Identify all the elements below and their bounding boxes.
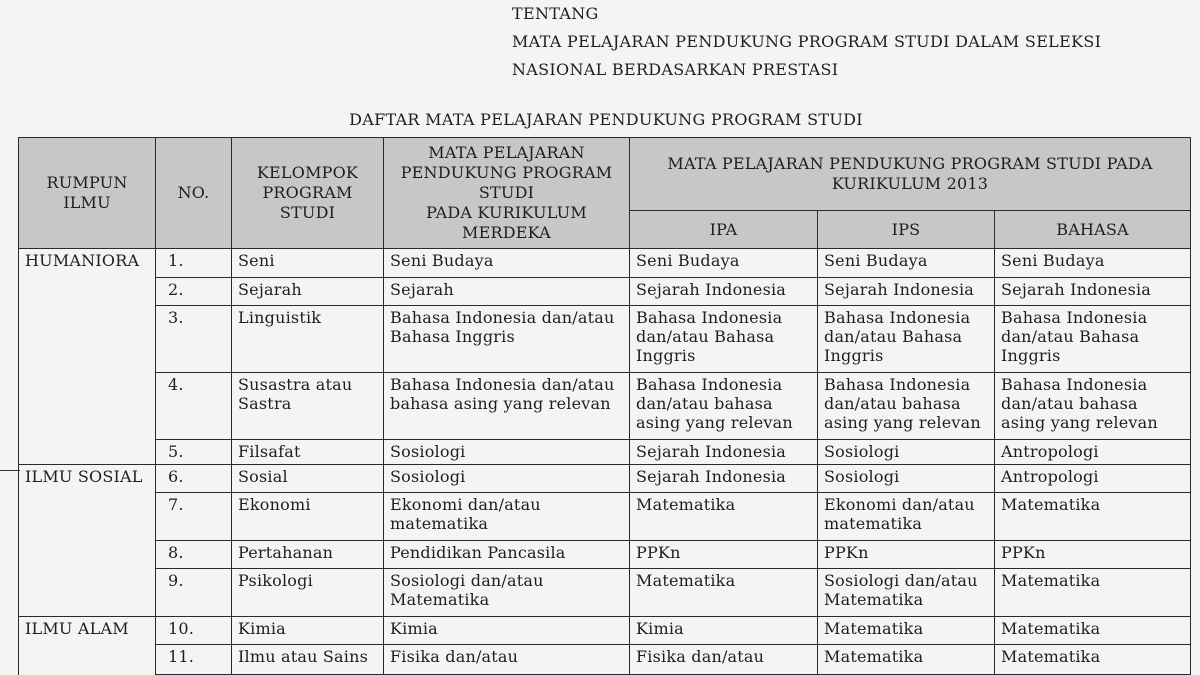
bahasa-cell: Matematika [995,493,1191,541]
table-row [19,373,1191,440]
ips-cell: Bahasa Indonesia dan/atau bahasa asing yang relevan [818,373,995,440]
ipa-cell: Matematika [630,493,818,541]
header-merdeka-line-2: PADA KURIKULUM MERDEKA [426,203,587,242]
table-row [19,249,1191,278]
no-cell: 10. [156,617,232,645]
ipa-cell: Bahasa Indonesia dan/atau bahasa asing yang relevan [630,373,818,440]
bahasa-cell: PPKn [995,541,1191,569]
ipa-cell: Matematika [630,569,818,617]
no-cell: 3. [156,306,232,373]
rumpun-cell: HUMANIORA [19,249,156,278]
header-kurikulum-merdeka [384,138,630,249]
table-row [19,440,1191,465]
ips-cell: Bahasa Indonesia dan/atau Bahasa Inggris [818,306,995,373]
header-rumpun-ilmu: RUMPUN ILMU [19,138,156,249]
merdeka-cell: Ekonomi dan/atau matematika [384,493,630,541]
rumpun-cell [19,541,156,569]
ips-cell: Sejarah Indonesia [818,278,995,306]
merdeka-cell: Sosiologi [384,465,630,493]
merdeka-cell: Kimia [384,617,630,645]
kelompok-cell: Susastra atau Sastra [232,373,384,440]
header-bahasa: BAHASA [995,211,1191,249]
heading-line-1: TENTANG [512,4,599,23]
merdeka-cell: Seni Budaya [384,249,630,278]
ipa-cell: Kimia [630,617,818,645]
ipa-cell: PPKn [630,541,818,569]
kelompok-cell: Ekonomi [232,493,384,541]
table-row [19,645,1191,675]
merdeka-cell: Sosiologi dan/atau Matematika [384,569,630,617]
rumpun-cell [19,493,156,541]
no-cell: 11. [156,645,232,675]
table-row [19,278,1191,306]
header-merdeka-line-1: MATA PELAJARAN PENDUKUNG PROGRAM STUDI [400,143,613,202]
rumpun-cell [19,373,156,440]
header-no: NO. [156,138,232,249]
header-kurikulum-2013: MATA PELAJARAN PENDUKUNG PROGRAM STUDI PADA KURIKULUM 2013 [630,138,1191,211]
scan-artifact-line [0,470,20,471]
no-cell: 1. [156,249,232,278]
no-cell: 5. [156,440,232,465]
ips-cell: Matematika [818,617,995,645]
rumpun-cell [19,278,156,306]
kelompok-cell: Sejarah [232,278,384,306]
bahasa-cell: Bahasa Indonesia dan/atau Bahasa Inggris [995,306,1191,373]
table-row [19,617,1191,645]
table-row [19,465,1191,493]
bahasa-cell: Matematika [995,645,1191,675]
table-title: DAFTAR MATA PELAJARAN PENDUKUNG PROGRAM STUDI [349,110,863,129]
ipa-cell: Seni Budaya [630,249,818,278]
merdeka-cell: Sosiologi [384,440,630,465]
bahasa-cell: Antropologi [995,465,1191,493]
bahasa-cell: Matematika [995,617,1191,645]
rumpun-cell: ILMU SOSIAL [19,465,156,493]
ips-cell: Sosiologi [818,465,995,493]
kelompok-cell: Linguistik [232,306,384,373]
bahasa-cell: Sejarah Indonesia [995,278,1191,306]
heading-line-3: NASIONAL BERDASARKAN PRESTASI [512,60,839,79]
no-cell: 9. [156,569,232,617]
merdeka-cell: Bahasa Indonesia dan/atau Bahasa Inggris [384,306,630,373]
ips-cell: Seni Budaya [818,249,995,278]
ips-cell: Sosiologi [818,440,995,465]
table-row [19,306,1191,373]
header-ips: IPS [818,211,995,249]
no-cell: 6. [156,465,232,493]
rumpun-cell [19,306,156,373]
kelompok-cell: Filsafat [232,440,384,465]
kelompok-cell: Psikologi [232,569,384,617]
table-row [19,541,1191,569]
document-heading [512,0,1101,84]
ipa-cell: Bahasa Indonesia dan/atau Bahasa Inggris [630,306,818,373]
no-cell: 8. [156,541,232,569]
subject-table [18,137,1191,675]
table-row [19,569,1191,617]
kelompok-cell: Sosial [232,465,384,493]
bahasa-cell: Matematika [995,569,1191,617]
kelompok-cell: Kimia [232,617,384,645]
header-kelompok: KELOMPOK PROGRAM STUDI [232,138,384,249]
header-ipa: IPA [630,211,818,249]
no-cell: 4. [156,373,232,440]
kelompok-cell: Pertahanan [232,541,384,569]
rumpun-cell: ILMU ALAM [19,617,156,645]
bahasa-cell: Seni Budaya [995,249,1191,278]
merdeka-cell: Fisika dan/atau [384,645,630,675]
no-cell: 7. [156,493,232,541]
ips-cell: Sosiologi dan/atau Matematika [818,569,995,617]
ipa-cell: Fisika dan/atau [630,645,818,675]
rumpun-cell [19,569,156,617]
rumpun-cell [19,440,156,465]
merdeka-cell: Pendidikan Pancasila [384,541,630,569]
kelompok-cell: Ilmu atau Sains [232,645,384,675]
heading-line-2: MATA PELAJARAN PENDUKUNG PROGRAM STUDI DALAM SELEKSI [512,32,1102,51]
rumpun-cell [19,645,156,675]
ipa-cell: Sejarah Indonesia [630,465,818,493]
ips-cell: Matematika [818,645,995,675]
merdeka-cell: Bahasa Indonesia dan/atau bahasa asing yang relevan [384,373,630,440]
bahasa-cell: Antropologi [995,440,1191,465]
merdeka-cell: Sejarah [384,278,630,306]
no-cell: 2. [156,278,232,306]
table-row [19,493,1191,541]
table-body [19,249,1191,675]
ipa-cell: Sejarah Indonesia [630,278,818,306]
kelompok-cell: Seni [232,249,384,278]
bahasa-cell: Bahasa Indonesia dan/atau bahasa asing yang relevan [995,373,1191,440]
ips-cell: Ekonomi dan/atau matematika [818,493,995,541]
ips-cell: PPKn [818,541,995,569]
ipa-cell: Sejarah Indonesia [630,440,818,465]
